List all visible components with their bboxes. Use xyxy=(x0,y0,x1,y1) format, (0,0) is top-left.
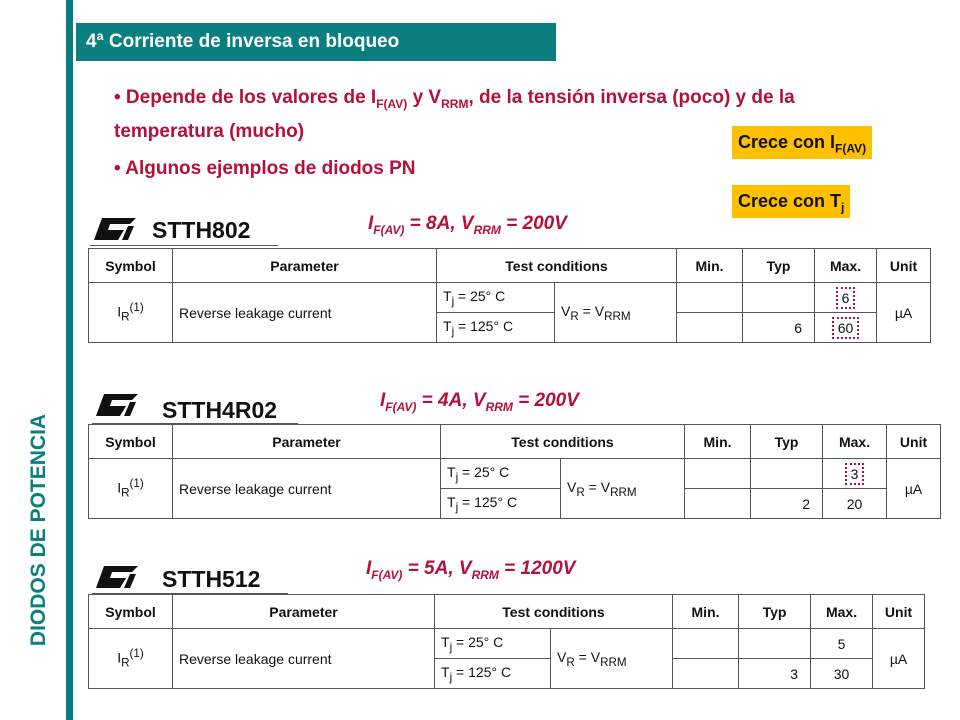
side-title: DIODOS DE POTENCIA xyxy=(27,413,50,647)
max-cell xyxy=(815,283,877,313)
header-symbol: Symbol xyxy=(89,425,173,459)
condition-vr: $V_R = V_{RRM}$ xyxy=(561,459,685,519)
condition-vr: $V_R = V_{RRM}$ xyxy=(555,283,677,343)
min-cell xyxy=(677,313,743,343)
header-min: Min. xyxy=(677,249,743,283)
typ-cell xyxy=(751,459,823,489)
header-parameter: Parameter xyxy=(173,595,435,629)
min-cell xyxy=(673,629,739,659)
header-parameter: Parameter xyxy=(173,425,441,459)
bullet-examples: • Algunos ejemplos de diodos PN xyxy=(114,157,416,179)
side-accent-bar xyxy=(66,0,73,720)
table-row xyxy=(89,629,925,659)
device-spec: $I_{F(AV)} = 4A$, $V_{RRM} = 200V$ xyxy=(380,390,579,414)
table-header-row xyxy=(89,595,925,629)
highlight-current: Crece con $I_{F(AV)}$ xyxy=(732,126,872,159)
max-cell: 5 xyxy=(811,629,873,659)
part-underline xyxy=(90,245,278,246)
device-spec: $I_{F(AV)} = 5A$, $V_{RRM} = 1200V$ xyxy=(366,558,576,582)
datasheet-table xyxy=(88,424,941,519)
typ-cell: 2 xyxy=(751,489,823,519)
min-cell xyxy=(685,459,751,489)
parameter-cell: Reverse leakage current xyxy=(173,629,435,689)
min-cell xyxy=(685,489,751,519)
st-logo-icon xyxy=(92,214,138,244)
header-min: Min. xyxy=(673,595,739,629)
condition-tj-125: $T_j = 125^\circ$ C xyxy=(437,313,555,343)
device-spec: $I_{F(AV)} = 8A$, $V_{RRM} = 200V$ xyxy=(368,213,567,237)
header-typ: Typ xyxy=(739,595,811,629)
section-heading: 4ª Corriente de inversa en bloqueo xyxy=(76,23,556,61)
header-typ: Typ xyxy=(751,425,823,459)
table-row xyxy=(89,459,941,489)
header-symbol: Symbol xyxy=(89,249,173,283)
condition-tj-25: $T_j = 25^\circ$ C xyxy=(435,629,551,659)
max-cell xyxy=(815,313,877,343)
header-typ: Typ xyxy=(743,249,815,283)
header-max: Max. xyxy=(815,249,877,283)
part-number: STTH802 xyxy=(152,217,251,243)
st-logo-icon xyxy=(94,562,140,592)
header-min: Min. xyxy=(685,425,751,459)
header-parameter: Parameter xyxy=(173,249,437,283)
parameter-cell: Reverse leakage current xyxy=(173,283,437,343)
max-cell: 30 xyxy=(811,659,873,689)
part-number: STTH512 xyxy=(162,566,261,592)
bullet-dependence: • Depende de los valores de $I_{F(AV)}$ y $V_{RRM}$, de la tensión inversa (poco) y de la temperatura (mucho) xyxy=(114,87,795,142)
header-test-conditions: Test conditions xyxy=(437,249,677,283)
header-max: Max. xyxy=(811,595,873,629)
min-cell xyxy=(677,283,743,313)
highlight-mark: 60 xyxy=(832,317,860,339)
part-number: STTH4R02 xyxy=(162,397,278,423)
typ-cell xyxy=(739,629,811,659)
unit-cell: µA xyxy=(887,459,941,519)
header-test-conditions: Test conditions xyxy=(441,425,685,459)
max-cell: 20 xyxy=(823,489,887,519)
symbol-cell: $I_R^{(1)}$ xyxy=(89,629,173,689)
symbol-cell: $I_R^{(1)}$ xyxy=(89,459,173,519)
st-logo-icon xyxy=(94,390,140,420)
condition-tj-25: $T_j = 25^\circ$ C xyxy=(441,459,561,489)
min-cell xyxy=(673,659,739,689)
header-test-conditions: Test conditions xyxy=(435,595,673,629)
datasheet-table xyxy=(88,248,931,343)
highlight-mark: 6 xyxy=(836,287,856,309)
typ-cell xyxy=(743,283,815,313)
table-header-row xyxy=(89,249,931,283)
parameter-cell: Reverse leakage current xyxy=(173,459,441,519)
table-header-row xyxy=(89,425,941,459)
max-cell xyxy=(823,459,887,489)
condition-tj-125: $T_j = 125^\circ$ C xyxy=(441,489,561,519)
header-max: Max. xyxy=(823,425,887,459)
header-symbol: Symbol xyxy=(89,595,173,629)
highlight-temperature: Crece con $T_j$ xyxy=(732,185,850,218)
header-unit: Unit xyxy=(873,595,925,629)
condition-tj-125: $T_j = 125^\circ$ C xyxy=(435,659,551,689)
condition-vr: $V_R = V_{RRM}$ xyxy=(551,629,673,689)
unit-cell: µA xyxy=(877,283,931,343)
datasheet-table xyxy=(88,594,925,689)
header-unit: Unit xyxy=(887,425,941,459)
header-unit: Unit xyxy=(877,249,931,283)
typ-cell: 3 xyxy=(739,659,811,689)
symbol-cell: $I_R^{(1)}$ xyxy=(89,283,173,343)
condition-tj-25: $T_j = 25^\circ$ C xyxy=(437,283,555,313)
highlight-mark: 3 xyxy=(845,463,865,485)
typ-cell: 6 xyxy=(743,313,815,343)
unit-cell: µA xyxy=(873,629,925,689)
table-row xyxy=(89,283,931,313)
